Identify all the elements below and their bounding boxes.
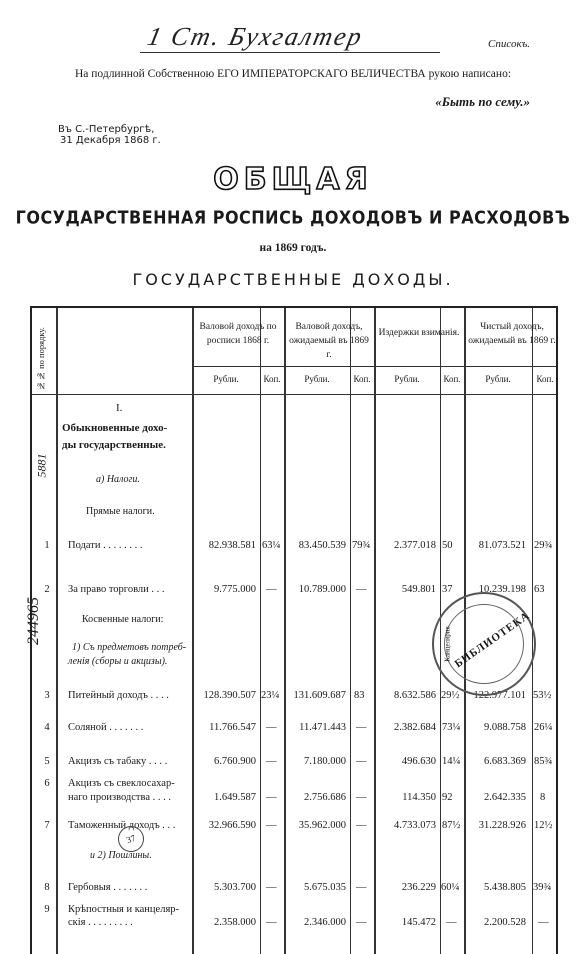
row-label-line2: наго производства . . . . xyxy=(68,792,171,803)
costs-rub: 4.733.073 xyxy=(394,820,436,831)
costs-rub: 2.382.684 xyxy=(394,722,436,733)
section-heading-line1: Обыкновенные дохо- xyxy=(62,422,168,434)
section-roman: I. xyxy=(116,402,123,414)
small-stamp: 37 xyxy=(114,822,147,855)
row-label: Соляной . . . . . . . xyxy=(68,722,144,733)
kop-header: Коп. xyxy=(263,374,281,384)
gross-1869-kop: — xyxy=(356,722,367,733)
net-rub: 81.073.521 xyxy=(478,540,526,551)
costs-rub: 8.632.586 xyxy=(394,690,436,701)
net-kop: — xyxy=(538,917,549,928)
row-label: За право торговли . . . xyxy=(68,584,165,595)
costs-rub: 236.229 xyxy=(401,882,436,893)
header-divider xyxy=(192,366,556,367)
row-label: Питейный доходъ . . . . xyxy=(68,690,169,701)
row-number: 6 xyxy=(44,778,50,789)
costs-kop: 37 xyxy=(442,584,453,595)
net-kop: 12½ xyxy=(534,820,553,831)
gross-1868-kop: — xyxy=(266,917,277,928)
gross-1869-kop: — xyxy=(356,820,367,831)
num-column-header: №№ по порядку. xyxy=(36,327,46,391)
col-divider xyxy=(56,308,58,954)
costs-rub: 145.472 xyxy=(401,917,436,928)
gross-1868-kop: — xyxy=(266,584,277,595)
gross-1869-rub: 10.789.000 xyxy=(298,584,346,595)
gross-1869-kop: — xyxy=(356,882,367,893)
stamp-word: БИБЛИОТЕКА xyxy=(452,609,533,671)
gross-1868-rub: 82.938.581 xyxy=(208,540,256,551)
net-rub: 122.977.101 xyxy=(473,690,526,701)
section-heading-line2: ды государственные. xyxy=(62,439,166,451)
net-kop: 53½ xyxy=(533,690,552,701)
gross-1869-rub: 5.675.035 xyxy=(304,882,346,893)
col3-header: Издержки взиманія. xyxy=(378,328,460,338)
row-label: Крѣпостныя и канцеляр- xyxy=(68,904,180,915)
net-rub: 5.438.805 xyxy=(484,882,526,893)
col-divider xyxy=(284,308,286,954)
gross-1868-kop: — xyxy=(266,756,277,767)
row-label: Акцизъ съ табаку . . . . xyxy=(68,756,168,767)
row-number: 5 xyxy=(44,756,50,767)
gross-1869-kop: 79¾ xyxy=(352,540,371,551)
indirect-taxes: Косвенные налоги: xyxy=(82,614,164,625)
net-kop: 63 xyxy=(534,584,545,595)
costs-kop: 73¼ xyxy=(442,722,461,733)
col-divider xyxy=(192,308,194,954)
subsection-a: а) Налоги. xyxy=(96,474,140,485)
library-stamp xyxy=(432,592,536,696)
row-label: Акцизъ съ свеклосахар- xyxy=(68,778,175,789)
gross-1869-rub: 131.609.687 xyxy=(293,690,346,701)
row-label: Таможенный доходъ . . . xyxy=(68,820,176,831)
net-rub: 2.200.528 xyxy=(484,917,526,928)
row-label: Гербовыя . . . . . . . xyxy=(68,882,148,893)
kop-header: Коп. xyxy=(536,374,554,384)
subsection-1-line2: ленія (сборы и акцизы). xyxy=(68,656,168,667)
gross-1869-kop: — xyxy=(356,756,367,767)
original-note: На подлинной Собственною ЕГО ИМПЕРАТОРСКАГО ВЕЛИЧЕСТВА рукою написано: xyxy=(74,68,512,80)
gross-1869-rub: 2.756.686 xyxy=(304,792,346,803)
resolution: «Быть по сему.» xyxy=(435,94,530,109)
gross-1868-rub: 6.760.900 xyxy=(214,756,256,767)
main-title: ОБЩАЯ xyxy=(213,162,373,197)
gross-1868-rub: 32.966.590 xyxy=(208,820,256,831)
subsection-1-line1: 1) Съ предметовъ потреб- xyxy=(72,642,187,653)
net-rub: 2.642.335 xyxy=(484,792,526,803)
net-rub: 6.683.369 xyxy=(484,756,526,767)
subsection-2: и 2) Пошлины. xyxy=(90,850,152,861)
net-rub: 31.228.926 xyxy=(478,820,526,831)
col-divider xyxy=(260,308,261,954)
list-mark: Списокъ. xyxy=(488,38,531,50)
kop-header: Коп. xyxy=(353,374,371,384)
costs-rub: 2.377.018 xyxy=(394,540,436,551)
col1-header: Валовой доходъ по росписи 1868 г. xyxy=(199,322,277,346)
gross-1868-rub: 128.390.507 xyxy=(203,690,256,701)
net-rub: 10.239.198 xyxy=(478,584,526,595)
date: 31 Декабря 1868 г. xyxy=(60,135,161,146)
rub-header: Рубли. xyxy=(485,374,511,384)
gross-1868-kop: — xyxy=(266,722,277,733)
gross-1868-kop: — xyxy=(266,820,277,831)
kop-header: Коп. xyxy=(443,374,461,384)
gross-1868-kop: — xyxy=(266,882,277,893)
costs-kop: 60¼ xyxy=(441,882,460,893)
costs-rub: 496.630 xyxy=(401,756,436,767)
gross-1869-kop: — xyxy=(356,584,367,595)
gross-1868-rub: 9.775.000 xyxy=(214,584,256,595)
header-bottom xyxy=(32,394,556,395)
costs-rub: 549.801 xyxy=(401,584,436,595)
costs-kop: 29½ xyxy=(441,690,460,701)
row-number: 4 xyxy=(44,722,50,733)
costs-kop: 92 xyxy=(442,792,453,803)
net-kop: 8 xyxy=(540,792,546,803)
gross-1869-kop: — xyxy=(356,917,367,928)
net-rub: 9.088.758 xyxy=(484,722,526,733)
subtitle: ГОСУДАРСТВЕННАЯ РОСПИСЬ ДОХОДОВЪ И РАСХОДОВЪ xyxy=(15,207,571,228)
costs-kop: 50 xyxy=(442,540,453,551)
place: Въ С.-Петербургѣ, xyxy=(58,124,155,135)
row-number: 9 xyxy=(44,904,50,915)
stamp-ring-text: Канцелярия xyxy=(443,626,452,662)
gross-1868-kop: 23¼ xyxy=(261,690,280,701)
col-divider xyxy=(350,308,351,954)
row-number: 3 xyxy=(44,690,50,701)
rub-header: Рубли. xyxy=(394,374,420,384)
signature: 1 Ст. Бухгалтер xyxy=(145,22,367,51)
gross-1868-kop: — xyxy=(266,792,277,803)
gross-1869-kop: — xyxy=(356,792,367,803)
place-date xyxy=(58,124,161,146)
gross-1868-rub: 1.649.587 xyxy=(214,792,256,803)
costs-kop: — xyxy=(446,917,457,928)
gross-1868-rub: 5.303.700 xyxy=(214,882,256,893)
rub-header: Рубли. xyxy=(304,374,330,384)
gross-1868-kop: 63¼ xyxy=(262,540,281,551)
gross-1869-rub: 2.346.000 xyxy=(304,917,346,928)
gross-1869-rub: 35.962.000 xyxy=(298,820,346,831)
margin-note: 244965 xyxy=(25,597,42,645)
year-title: на 1869 годъ. xyxy=(259,242,327,254)
gross-1869-rub: 11.471.443 xyxy=(299,722,346,733)
col2-header: Валовой доходъ, ожидаемый въ 1869 г. xyxy=(289,322,369,360)
row-number: 1 xyxy=(44,540,50,551)
margin-note: 5881 xyxy=(34,453,49,478)
direct-taxes: Прямые налоги. xyxy=(86,506,155,517)
costs-kop: 87½ xyxy=(442,820,461,831)
gross-1869-rub: 7.180.000 xyxy=(304,756,346,767)
col4-header: Чистый доходъ, ожидаемый въ 1869 г. xyxy=(468,322,556,346)
net-kop: 85¾ xyxy=(534,756,553,767)
rub-header: Рубли. xyxy=(213,374,239,384)
section-title: ГОСУДАРСТВЕННЫЕ ДОХОДЫ. xyxy=(132,270,454,289)
row-number: 8 xyxy=(44,882,50,893)
net-kop: 39¾ xyxy=(533,882,552,893)
signature-underline xyxy=(140,52,440,53)
gross-1868-rub: 11.766.547 xyxy=(209,722,256,733)
row-label-line2: скія . . . . . . . . . xyxy=(68,917,133,928)
gross-1869-kop: 83 xyxy=(354,690,365,701)
net-kop: 29¾ xyxy=(534,540,553,551)
costs-rub: 114.350 xyxy=(402,792,436,803)
costs-kop: 14¼ xyxy=(442,756,461,767)
row-number: 7 xyxy=(44,820,50,831)
col-divider xyxy=(374,308,376,954)
gross-1868-rub: 2.358.000 xyxy=(214,917,256,928)
gross-1869-rub: 83.450.539 xyxy=(298,540,346,551)
net-kop: 26¼ xyxy=(534,722,553,733)
row-label: Подати . . . . . . . . xyxy=(68,540,143,551)
row-number: 2 xyxy=(44,584,50,595)
